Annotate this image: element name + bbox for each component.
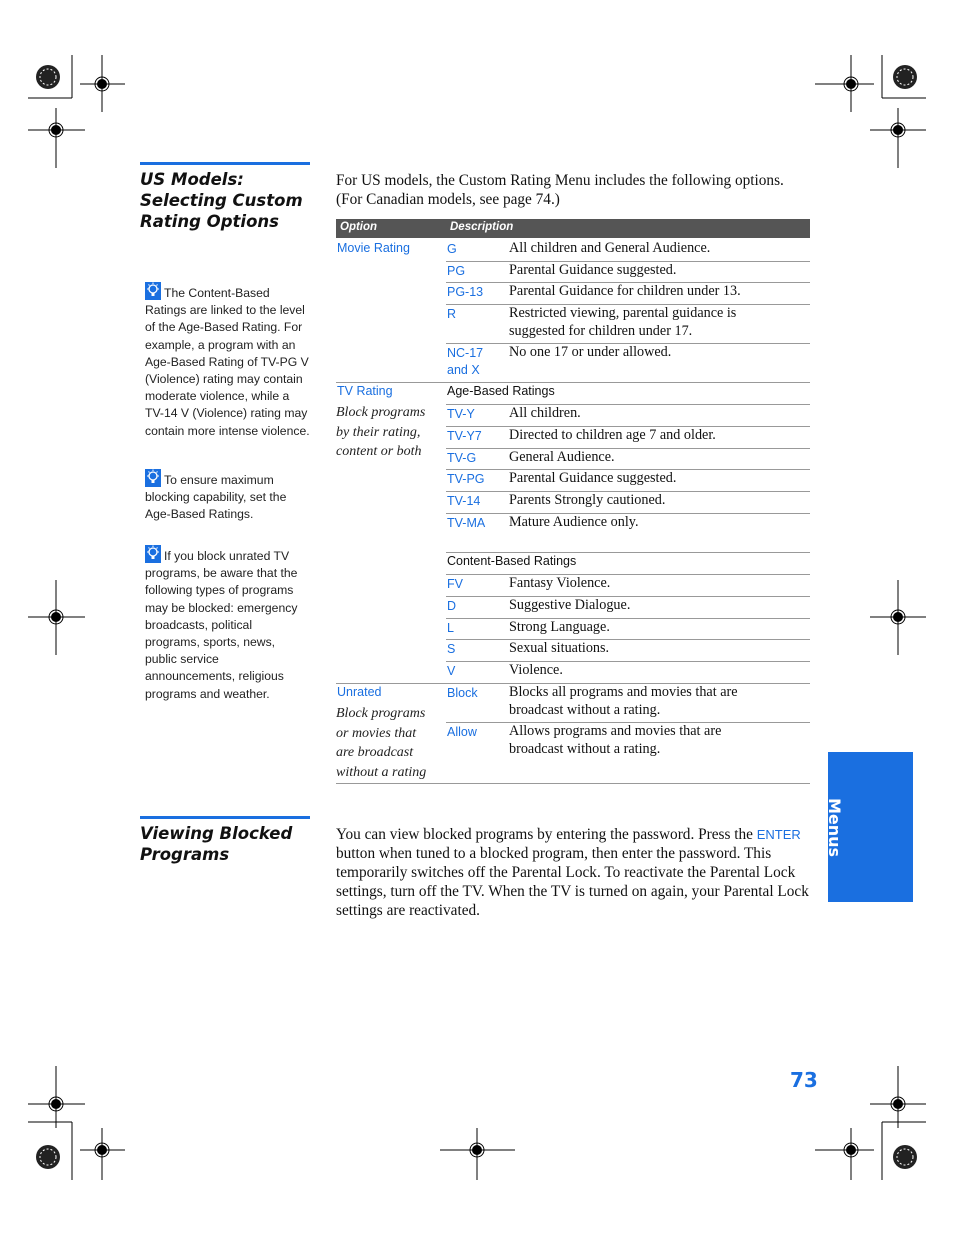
rating-desc: General Audience. — [509, 449, 615, 465]
rating-desc: Violence. — [509, 662, 563, 678]
rating-code: Block — [447, 686, 478, 700]
rating-code: L — [447, 621, 454, 635]
section-rule-custom-rating — [140, 162, 310, 165]
rating-code: TV-G — [447, 451, 477, 465]
rating-desc: Restricted viewing, parental guidance is suggested for children under 17. — [509, 305, 737, 339]
title-line: US Models: — [140, 170, 244, 189]
lightbulb-icon — [145, 282, 161, 300]
tip-note — [145, 469, 310, 524]
title-line: Rating Options — [140, 212, 279, 231]
rating-desc: Parental Guidance suggested. — [509, 262, 677, 278]
tip-text: If you block unrated TV programs, be aware that the following types of programs may be blocked: emergency broadcasts, political programs, sports, news, public service announcements, religious programs and weather. — [145, 549, 298, 701]
rating-code: PG — [447, 264, 466, 278]
rating-desc: Parental Guidance for children under 13. — [509, 283, 741, 299]
paragraph-text: button when tuned to a blocked program, then enter the password. This temporarily switches off the Parental Lock. To reactivate the Parental Lock settings, turn off the TV. When the TV is turned on again, your Parental Lock settings are reactivated. — [336, 845, 809, 919]
side-tab-label: Menus — [825, 798, 844, 858]
rating-desc: Directed to children age 7 and older. — [509, 427, 716, 443]
intro-paragraph: For US models, the Custom Rating Menu includes the following options. (For Canadian models, see page 74.) — [336, 172, 784, 208]
rating-desc: Fantasy Violence. — [509, 575, 611, 591]
option-tv-rating: TV Rating — [337, 384, 393, 398]
table-header — [336, 219, 810, 238]
rating-code: G — [447, 242, 457, 256]
rating-code: TV-Y7 — [447, 429, 482, 443]
rating-desc: Blocks all programs and movies that are broadcast without a rating. — [509, 684, 738, 718]
tip-note — [145, 282, 310, 440]
option-unrated: Unrated — [337, 685, 382, 699]
rating-code: V — [447, 664, 456, 678]
title-line: Viewing Blocked — [140, 824, 293, 843]
tip-note — [145, 545, 310, 703]
rating-code: FV — [447, 577, 463, 591]
lightbulb-icon — [145, 469, 161, 487]
rating-desc: Sexual situations. — [509, 640, 610, 656]
table-bottom-divider — [336, 783, 810, 784]
header-option: Option — [340, 221, 378, 233]
page-number: 73 — [790, 1068, 818, 1092]
rating-code: TV-MA — [447, 516, 486, 530]
rating-desc: Mature Audience only. — [509, 514, 639, 530]
rating-desc: Allows programs and movies that are broadcast without a rating. — [509, 723, 722, 757]
title-line: Selecting Custom — [140, 191, 303, 210]
rating-code: TV-14 — [447, 494, 481, 508]
section-rule-viewing-blocked — [140, 816, 310, 819]
rating-desc: Parental Guidance suggested. — [509, 470, 677, 486]
section-title-viewing-blocked — [140, 823, 315, 865]
rating-code: PG-13 — [447, 285, 484, 299]
group-divider — [336, 382, 810, 383]
header-description: Description — [450, 221, 514, 233]
section-title-custom-rating — [140, 169, 315, 232]
option-note: Block programs or movies that are broadcast without a rating — [336, 706, 427, 780]
rating-desc: Suggestive Dialogue. — [509, 597, 631, 613]
tip-text: The Content-Based Ratings are linked to the level of the Age-Based Rating. For example, a program with an Age-Based Rating of TV-PG V (Violence) rating may contain moderate violence, while a TV-14 V (Violence) rating may contain more intense violence. — [145, 286, 310, 438]
option-movie-rating: Movie Rating — [337, 241, 410, 255]
rating-desc: All children. — [509, 405, 581, 421]
paragraph-text: You can view blocked programs by entering the password. Press the — [336, 826, 753, 843]
rating-desc: Strong Language. — [509, 619, 610, 635]
subheading-content-based: Content-Based Ratings — [447, 554, 577, 568]
rating-code: NC-17 and X — [447, 346, 484, 377]
tip-text: To ensure maximum blocking capability, set the Age-Based Ratings. — [145, 473, 287, 522]
lightbulb-icon — [145, 545, 161, 563]
rating-desc: Parents Strongly cautioned. — [509, 492, 666, 508]
rating-code: Allow — [447, 725, 477, 739]
row-divider — [446, 552, 810, 553]
rating-desc: No one 17 or under allowed. — [509, 344, 672, 360]
subheading-age-based: Age-Based Ratings — [447, 384, 555, 398]
viewing-blocked-paragraph — [336, 825, 810, 920]
rating-desc: All children and General Audience. — [509, 240, 711, 256]
enter-button-label: ENTER — [756, 827, 801, 842]
rating-code: TV-Y — [447, 407, 475, 421]
title-line: Programs — [140, 845, 230, 864]
rating-code: D — [447, 599, 457, 613]
option-note: Block programs by their rating, content or both — [336, 405, 426, 459]
rating-code: S — [447, 642, 456, 656]
rating-code: TV-PG — [447, 472, 485, 486]
side-tab-menus — [825, 752, 913, 902]
rating-code: R — [447, 307, 457, 321]
